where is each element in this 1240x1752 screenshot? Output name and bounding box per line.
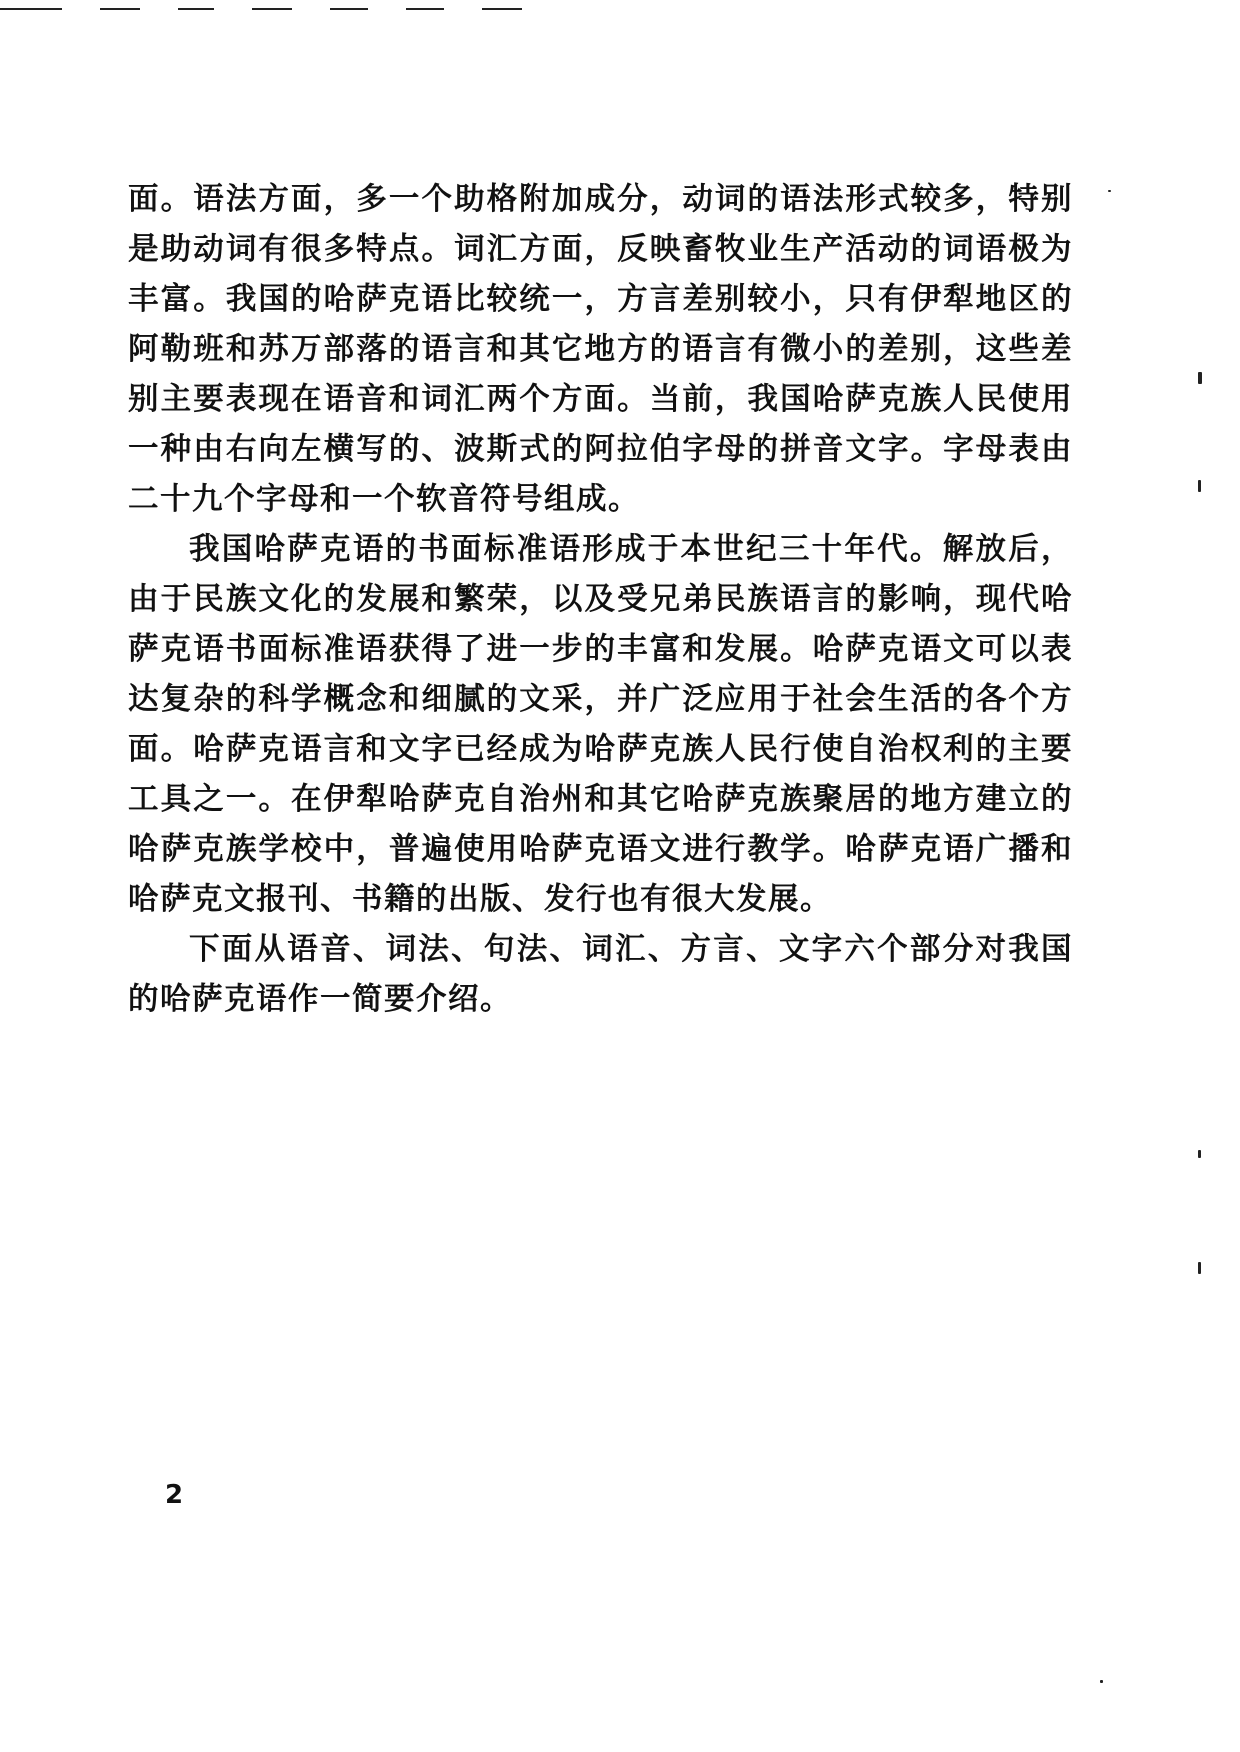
margin-speck [1108,190,1111,192]
page-number: 2 [165,1480,184,1510]
margin-speck [1198,1150,1201,1158]
body-text [128,174,1073,1024]
margin-speck [1100,1680,1103,1683]
paragraph-continuation: 面。语法方面，多一个助格附加成分，动词的语法形式较多，特别是助动词有很多特点。词汇方面，反映畜牧业生产活动的词语极为丰富。我国的哈萨克语比较统一，方言差别较小，只有伊犁地区的阿勒班和苏万部落的语言和其它地方的语言有微小的差别，这些差别主要表现在语音和词汇两个方面。当前，我国哈萨克族人民使用一种由右向左横写的、波斯式的阿拉伯字母的拼音文字。字母表由二十九个字母和一个软音符号组成。 [128,181,1073,517]
margin-speck [1198,372,1202,384]
margin-speck [1198,480,1201,492]
margin-speck [1198,1262,1201,1274]
paragraph-outline: 下面从语音、词法、句法、词汇、方言、文字六个部分对我国的哈萨克语作一简要介绍。 [128,931,1073,1017]
top-scan-marks [0,8,600,12]
paragraph-written-standard: 我国哈萨克语的书面标准语形成于本世纪三十年代。解放后，由于民族文化的发展和繁荣，以及受兄弟民族语言的影响，现代哈萨克语书面标准语获得了进一步的丰富和发展。哈萨克语文可以表达复杂的科学概念和细腻的文采，并广泛应用于社会生活的各个方面。哈萨克语言和文字已经成为哈萨克族人民行使自治权利的主要工具之一。在伊犁哈萨克自治州和其它哈萨克族聚居的地方建立的哈萨克族学校中，普遍使用哈萨克语文进行教学。哈萨克语广播和哈萨克文报刊、书籍的出版、发行也有很大发展。 [128,531,1073,917]
